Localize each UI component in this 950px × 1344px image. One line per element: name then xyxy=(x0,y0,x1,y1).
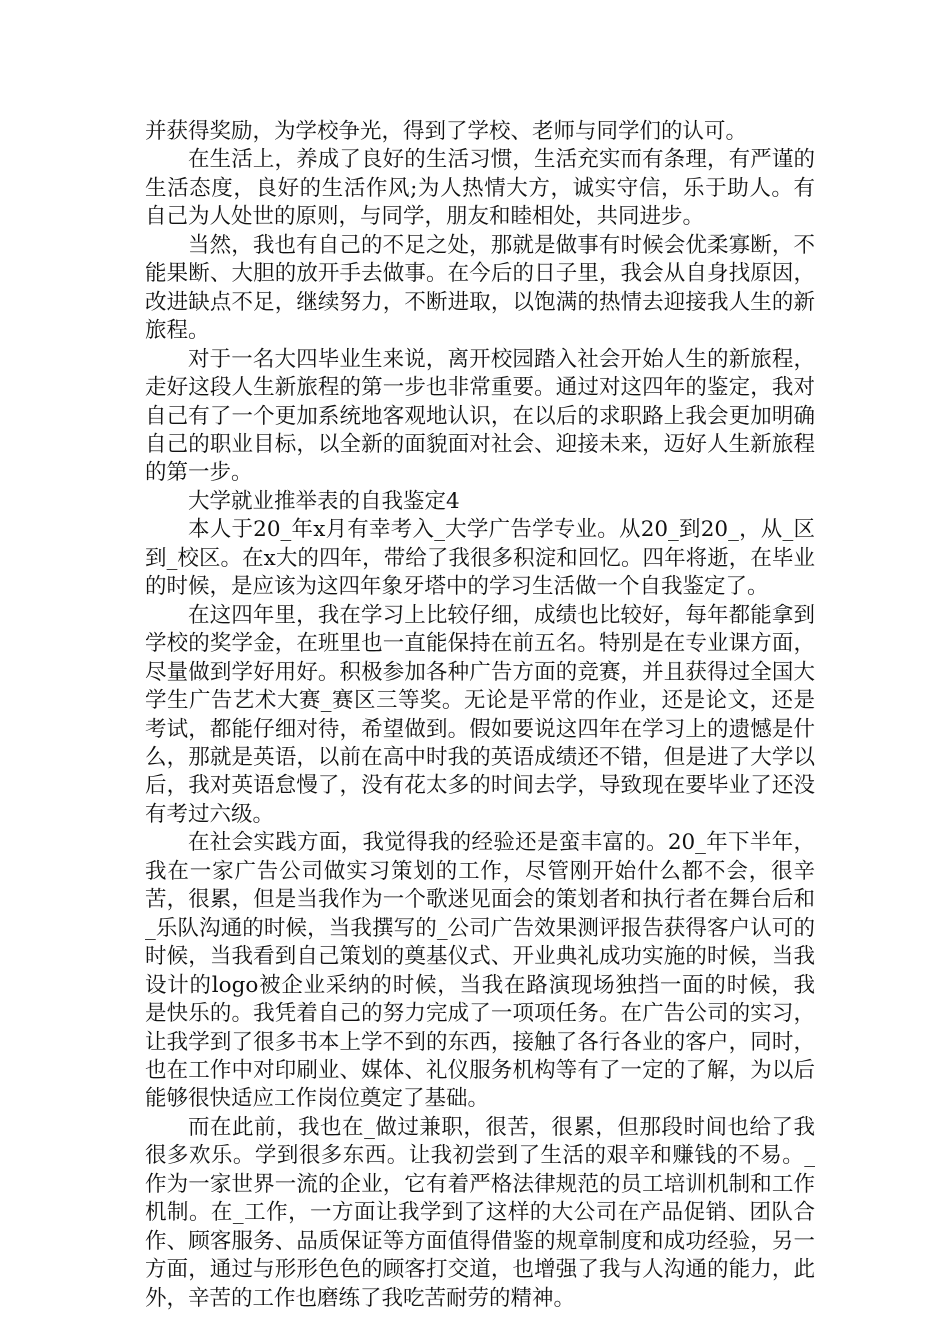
paragraph-intro: 本人于20_年x月有幸考入_大学广告学专业。从20_到20_，从_区到_校区。在x大的四年，带给了我很多积淀和回忆。四年将逝，在毕业的时候，是应该为这四年象牙塔中的学习生活做一个自我鉴定了。 xyxy=(145,517,815,600)
document-body xyxy=(145,118,815,1313)
paragraph-life: 在生活上，养成了良好的生活习惯，生活充实而有条理，有严谨的生活态度，良好的生活作风;为人热情大方，诚实守信，乐于助人。有自己为人处世的原则，与同学，朋友和睦相处，共同进步。 xyxy=(145,147,815,230)
paragraph-practice: 在社会实践方面，我觉得我的经验还是蛮丰富的。20_年下半年，我在一家广告公司做实习策划的工作，尽管刚开始什么都不会，很辛苦，很累，但是当我作为一个歌迷见面会的策划者和执行者在舞台后和_乐队沟通的时候，当我撰写的_公司广告效果测评报告获得客户认可的时候，当我看到自己策划的奠基仪式、开业典礼成功实施的时候，当我设计的logo被企业采纳的时候，当我在路演现场独挡一面的时候，我是快乐的。我凭着自己的努力完成了一项项任务。在广告公司的实习，让我学到了很多书本上学不到的东西，接触了各行各业的客户，同时，也在工作中对印刷业、媒体、礼仪服务机构等有了一定的了解，为以后能够很快适应工作岗位奠定了基础。 xyxy=(145,830,815,1112)
paragraph-conclusion: 对于一名大四毕业生来说，离开校园踏入社会开始人生的新旅程，走好这段人生新旅程的第一步也非常重要。通过对这四年的鉴定，我对自己有了一个更加系统地客观地认识，在以后的求职路上我会更加明确自己的职业目标，以全新的面貌面对社会、迎接未来，迈好人生新旅程的第一步。 xyxy=(145,346,815,486)
paragraph-study: 在这四年里，我在学习上比较仔细，成绩也比较好，每年都能拿到学校的奖学金，在班里也一直能保持在前五名。特别是在专业课方面，尽量做到学好用好。积极参加各种广告方面的竞赛，并且获得过全国大学生广告艺术大赛_赛区三等奖。无论是平常的作业，还是论文，还是考试，都能仔细对待，希望做到。假如要说这四年在学习上的遗憾是什么，那就是英语，以前在高中时我的英语成绩还不错，但是进了大学以后，我对英语怠慢了，没有花太多的时间去学，导致现在要毕业了还没有考过六级。 xyxy=(145,602,815,827)
section-heading: 大学就业推举表的自我鉴定4 xyxy=(188,488,460,514)
paragraph-shortcomings: 当然，我也有自己的不足之处，那就是做事有时候会优柔寡断，不能果断、大胆的放开手去做事。在今后的日子里，我会从自身找原因，改进缺点不足，继续努力，不断进取，以饱满的热情去迎接我人生的新旅程。 xyxy=(145,232,815,344)
paragraph-parttime: 而在此前，我也在_做过兼职，很苦，很累，但那段时间也给了我很多欢乐。学到很多东西。让我初尝到了生活的艰辛和赚钱的不易。_作为一家世界一流的企业，它有着严格法律规范的员工培训机制和工作机制。在_工作，一方面让我学到了这样的大公司在产品促销、团队合作、顾客服务、品质保证等方面值得借鉴的规章制度和成功经验，另一方面，通过与形形色色的顾客打交道，也增强了我与人沟通的能力，此外，辛苦的工作也磨练了我吃苦耐劳的精神。 xyxy=(145,1114,815,1311)
paragraph-continuation: 并获得奖励，为学校争光，得到了学校、老师与同学们的认可。 xyxy=(145,119,748,144)
